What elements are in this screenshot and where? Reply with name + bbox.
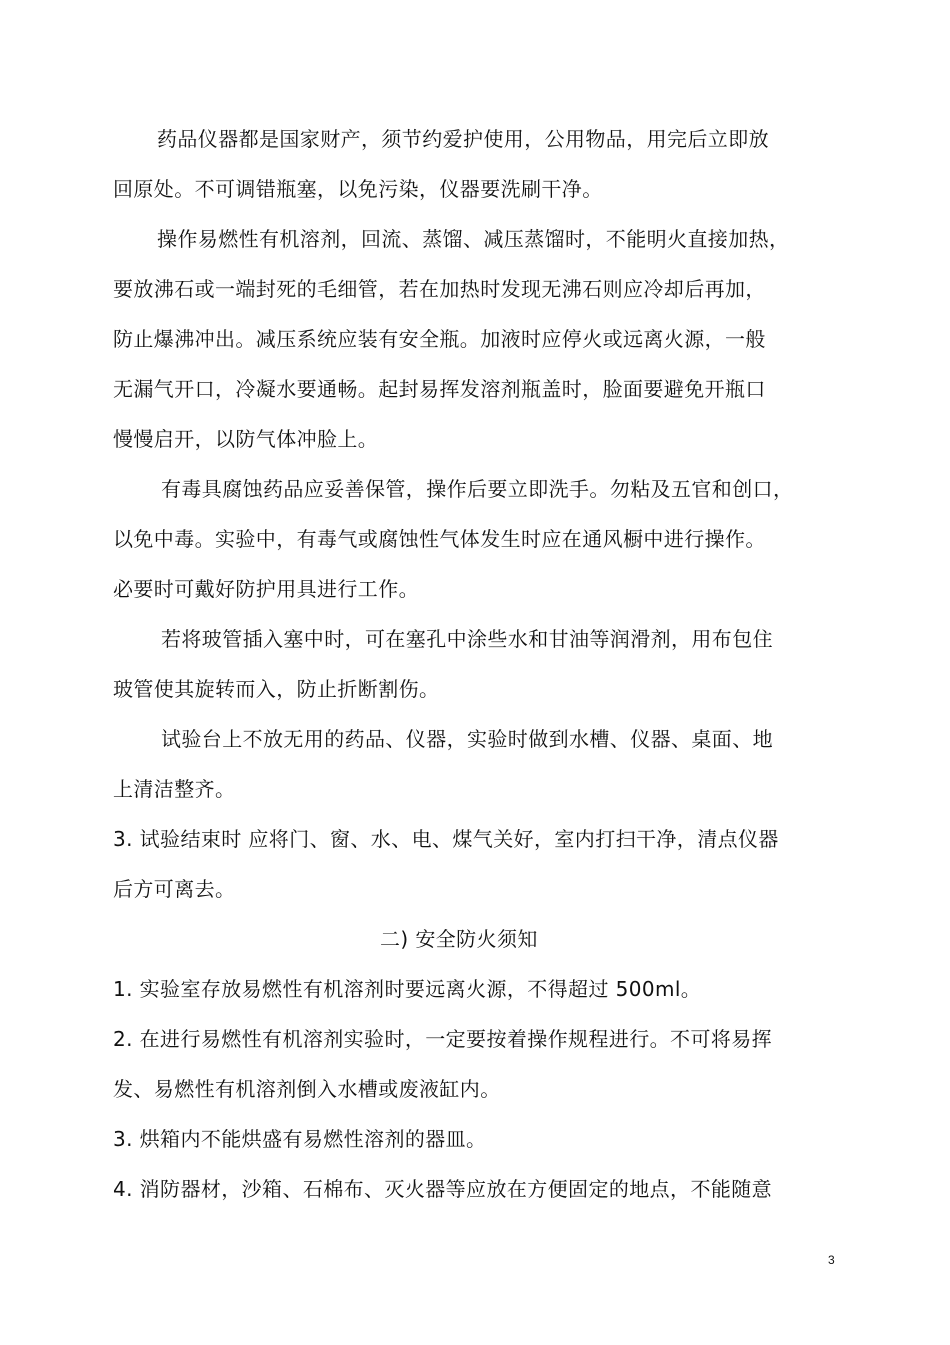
section-heading: 二) 安全防火须知 [380, 927, 538, 951]
text-line: 药品仪器都是国家财产，须节约爱护使用，公用物品，用完后立即放 [157, 127, 769, 151]
text-line: 有毒具腐蚀药品应妥善保管，操作后要立即洗手。勿粘及五官和创口， [161, 477, 794, 501]
text-line: 必要时可戴好防护用具进行工作。 [113, 577, 419, 601]
text-line: 防止爆沸冲出。减压系统应装有安全瓶。加液时应停火或远离火源，一般 [113, 327, 766, 351]
text-line: 以免中毒。实验中，有毒气或腐蚀性气体发生时应在通风橱中进行操作。 [113, 527, 766, 551]
page-number: 3 [828, 1253, 835, 1267]
text-line: 上清洁整齐。 [113, 777, 236, 801]
text-line: 3. 试验结束时 应将门、窗、水、电、煤气关好，室内打扫干净，清点仪器 [113, 827, 779, 851]
text-line: 玻管使其旋转而入，防止折断割伤。 [113, 677, 440, 701]
text-line: 操作易燃性有机溶剂，回流、蒸馏、减压蒸馏时，不能明火直接加热， [157, 227, 790, 251]
text-line: 回原处。不可调错瓶塞，以免污染，仪器要洗刷干净。 [113, 177, 603, 201]
text-line: 慢慢启开，以防气体冲脸上。 [113, 427, 379, 451]
text-line: 4. 消防器材，沙箱、石棉布、灭火器等应放在方便固定的地点，不能随意 [113, 1177, 773, 1201]
text-line: 发、易燃性有机溶剂倒入水槽或废液缸内。 [113, 1077, 501, 1101]
text-line: 无漏气开口，冷凝水要通畅。起封易挥发溶剂瓶盖时，脸面要避免开瓶口 [113, 377, 766, 401]
text-line: 1. 实验室存放易燃性有机溶剂时要远离火源，不得超过 500ml。 [113, 977, 702, 1001]
text-line: 3. 烘箱内不能烘盛有易燃性溶剂的器皿。 [113, 1127, 487, 1151]
text-line: 试验台上不放无用的药品、仪器，实验时做到水槽、仪器、桌面、地 [161, 727, 773, 751]
text-line: 后方可离去。 [113, 877, 236, 901]
text-line: 若将玻管插入塞中时，可在塞孔中涂些水和甘油等润滑剂，用布包住 [161, 627, 773, 651]
text-line: 2. 在进行易燃性有机溶剂实验时，一定要按着操作规程进行。不可将易挥 [113, 1027, 773, 1051]
text-line: 要放沸石或一端封死的毛细管，若在加热时发现无沸石则应冷却后再加， [113, 277, 766, 301]
